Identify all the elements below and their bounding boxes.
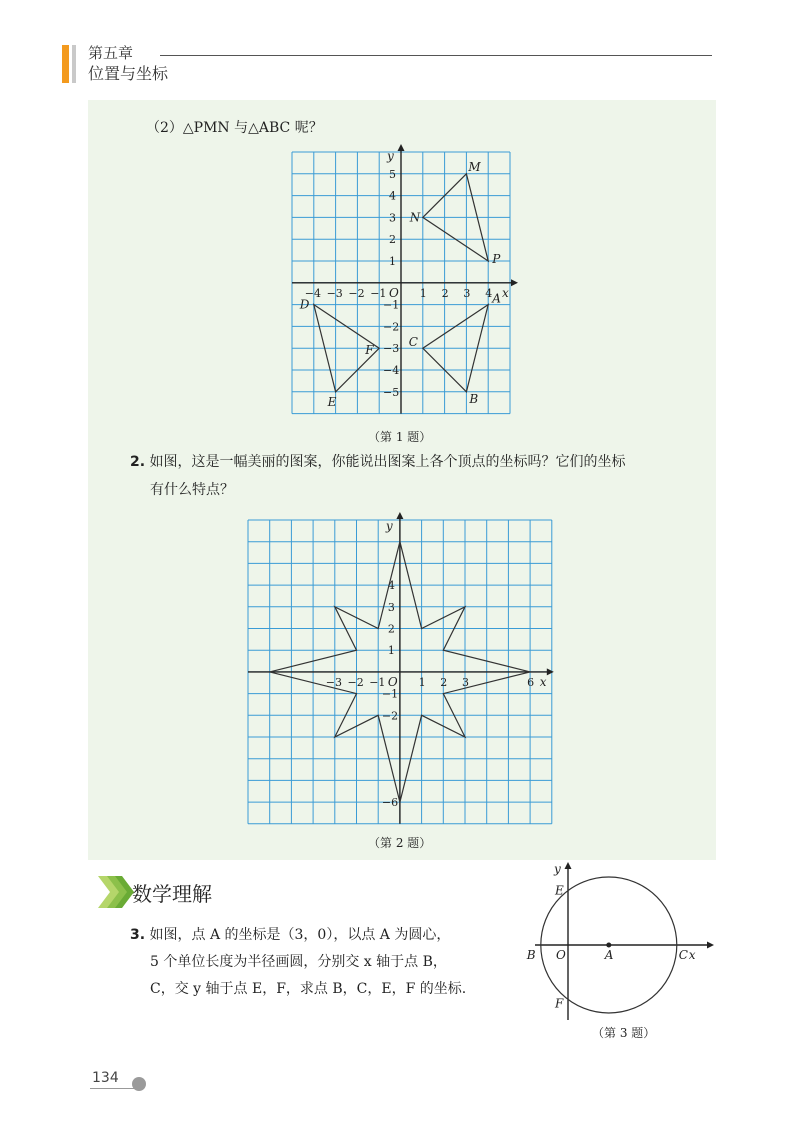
- section-title: 数学理解: [132, 882, 212, 906]
- y-axis-label: y: [385, 519, 393, 533]
- y-tick-label: −1: [381, 687, 399, 701]
- x-tick-label: −2: [348, 286, 365, 300]
- y-tick-label: 5: [389, 167, 396, 181]
- point-label-f: F: [555, 996, 564, 1011]
- x-tick-label: 6: [527, 675, 535, 689]
- point-label-c: C: [678, 948, 688, 962]
- point-label-p: P: [492, 252, 501, 266]
- y-tick-label: −5: [383, 385, 400, 399]
- origin-label: O: [556, 948, 566, 962]
- y-tick-label: −2: [383, 320, 400, 334]
- origin-label: O: [387, 674, 398, 689]
- point-label-b: B: [469, 391, 479, 406]
- problem3-number: 3.: [130, 927, 146, 943]
- figure1-caption: （第 1 题）: [368, 430, 432, 444]
- x-tick-label: 1: [419, 286, 427, 300]
- figure2-caption: （第 2 题）: [368, 836, 432, 850]
- y-tick-label: 1: [387, 644, 395, 658]
- page-number-rule: [90, 1088, 134, 1089]
- x-tick-label: −1: [369, 675, 386, 689]
- problem3-line3: C，交 y 轴于点 E，F，求点 B，C，E，F 的坐标.: [150, 981, 467, 997]
- y-tick-label: 1: [389, 255, 396, 268]
- y-tick-label: 4: [387, 579, 395, 593]
- x-axis-arrow-icon: [707, 942, 714, 949]
- x-tick-label: −4: [304, 286, 322, 300]
- x-tick-label: 3: [462, 675, 469, 689]
- point-label-c: C: [408, 335, 418, 350]
- problem2-line2: 有什么特点？: [150, 482, 234, 498]
- point-label-e: E: [555, 883, 564, 898]
- x-tick-label: −3: [326, 286, 343, 300]
- problem3-line1: 如图，点 A 的坐标是（3，0），以点 A 为圆心，: [149, 927, 451, 943]
- y-tick-label: −2: [381, 709, 399, 723]
- y-tick-label: −4: [383, 364, 400, 377]
- x-tick-label: 2: [441, 286, 449, 300]
- y-tick-label: −1: [383, 298, 400, 312]
- page-marker-dot: [132, 1077, 146, 1091]
- y-axis-label: y: [554, 862, 561, 876]
- problem2-line1: 如图，这是一幅美丽的图案，你能说出图案上各个顶点的坐标吗？它们的坐标: [149, 454, 626, 470]
- x-tick-label: 3: [463, 286, 471, 300]
- problem2-number: 2.: [130, 454, 146, 470]
- y-tick-label: 4: [389, 189, 396, 203]
- point-label-a: A: [604, 948, 614, 962]
- problem1-part2-text: （2）△PMN 与△ABC 呢？: [146, 120, 323, 136]
- y-tick-label: 3: [387, 600, 395, 614]
- x-tick-label: 4: [485, 286, 493, 300]
- point-label-b: B: [526, 948, 536, 962]
- y-tick-label: 3: [389, 211, 396, 225]
- point-label-d: D: [299, 297, 310, 312]
- x-tick-label: −2: [347, 675, 364, 689]
- figure3-caption: （第 3 题）: [592, 1026, 656, 1040]
- x-axis-label: x: [688, 948, 696, 962]
- point-label-m: M: [468, 159, 481, 174]
- y-tick-label: 2: [387, 622, 395, 636]
- chapter-label: 第五章: [88, 44, 134, 62]
- x-tick-label: −3: [325, 675, 343, 689]
- y-tick-label: 2: [389, 233, 396, 247]
- x-tick-label: −1: [370, 286, 387, 300]
- point-label-n: N: [409, 210, 421, 225]
- y-axis-arrow-icon: [565, 862, 572, 869]
- x-tick-label: 2: [440, 675, 448, 689]
- point-a-dot: [606, 943, 611, 948]
- x-tick-label: 1: [418, 675, 426, 689]
- y-axis-label: y: [387, 149, 394, 163]
- point-label-f: F: [365, 343, 374, 358]
- point-label-e: E: [327, 394, 337, 409]
- section-label: 位置与坐标: [88, 64, 169, 83]
- origin-label: O: [389, 285, 399, 300]
- page-number: 134: [92, 1070, 119, 1086]
- x-axis-label: x: [539, 674, 547, 689]
- point-label-a: A: [492, 291, 501, 306]
- y-tick-label: −6: [381, 796, 399, 810]
- x-axis-label: x: [502, 285, 509, 300]
- problem3-line2: 5 个单位长度为半径画圆，分别交 x 轴于点 B，: [150, 954, 447, 970]
- y-tick-label: −3: [383, 342, 400, 356]
